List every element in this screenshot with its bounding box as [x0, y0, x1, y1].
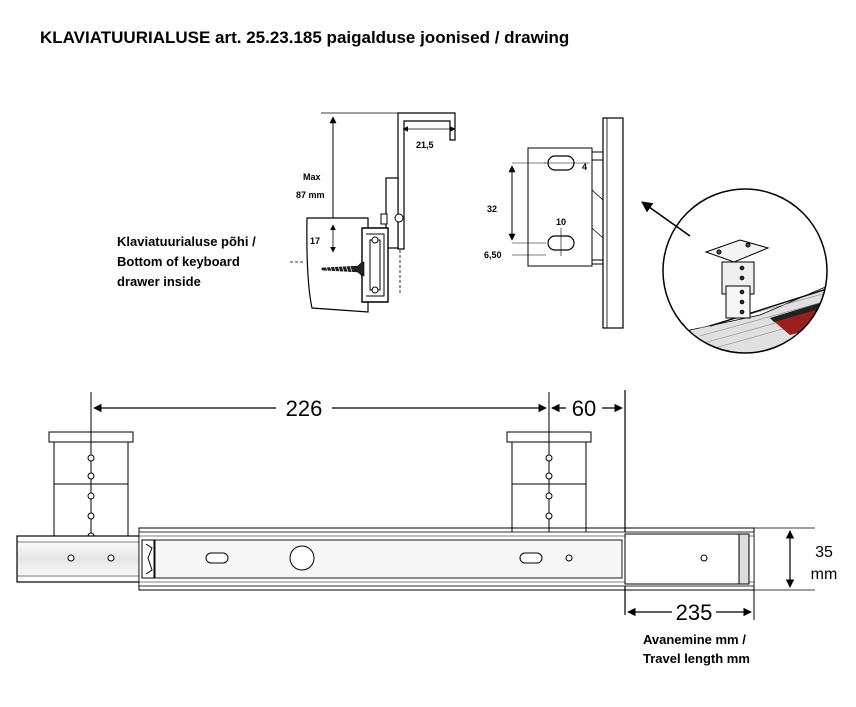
slot-width: 10 [556, 217, 567, 227]
offset-17: 17 [310, 236, 321, 246]
bottom-label-line-2: Bottom of keyboard [117, 254, 240, 269]
slide-view [17, 390, 815, 626]
height-35: 35 [815, 544, 833, 561]
top-width: 21,5 [416, 140, 434, 150]
bracket-view [512, 118, 690, 328]
travel-235: 235 [675, 600, 713, 625]
travel-label-line-2: Travel length mm [643, 651, 750, 666]
bottom-label-line-1: Klaviatuurialuse põhi / [117, 234, 256, 249]
bottom-label-line-3: drawer inside [117, 274, 201, 289]
travel-label-line-1: Avanemine mm / [643, 632, 746, 647]
max-value: 87 mm [296, 190, 325, 200]
slot-width-top: 4 [582, 162, 588, 172]
detail-circle [663, 189, 830, 360]
end-offset-60: 60 [571, 396, 597, 421]
spacing-226: 226 [285, 396, 323, 421]
height-unit: mm [810, 566, 838, 583]
max-label: Max [303, 172, 321, 182]
height-32: 32 [487, 204, 498, 214]
drawing-title: KLAVIATUURIALUSE art. 25.23.185 paigalduse joonised / drawing [40, 28, 570, 47]
bottom-offset: 6,50 [484, 250, 502, 260]
